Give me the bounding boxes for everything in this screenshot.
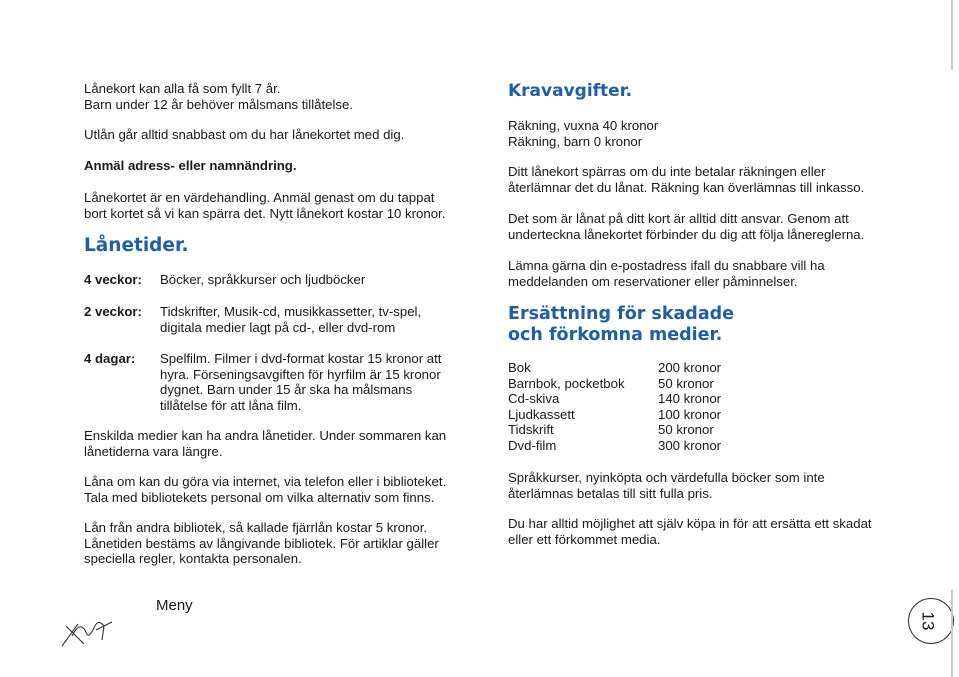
value-line: bort kortet så vi kan spärra det. Nytt lånekort kostar 10 kronor. xyxy=(84,205,446,221)
text-line: Du har alltid möjlighet att själv köpa in för att ersätta ett skadat xyxy=(508,516,872,531)
signature-icon xyxy=(58,606,118,652)
loan-row-line: Böcker, språkkurser och ljudböcker xyxy=(160,272,366,287)
loan-row-text xyxy=(160,272,460,288)
text-line: lånetiderna vara längre. xyxy=(84,443,223,459)
text-line: Enskilda medier kan ha andra lånetider. Under sommaren kan xyxy=(84,428,447,443)
value-line: Lånekortet är en värdehandling. Anmäl genast om du tappat xyxy=(84,190,435,205)
menu-link[interactable]: Meny xyxy=(156,597,193,614)
full-price-text xyxy=(508,470,928,501)
loan-row-line: tillåtelse för att låna film. xyxy=(160,397,302,413)
loan-row-line: Spelfilm. Filmer i dvd-format kostar 15 kronor att xyxy=(160,351,442,366)
text-line: Lån från andra bibliotek, så kallade fjärrlån kostar 5 kronor. xyxy=(84,520,428,535)
loan-row xyxy=(84,272,460,288)
loan-times-heading: Lånetider. xyxy=(84,235,189,256)
loan-row-label: 4 dagar: xyxy=(84,351,136,366)
cost-item: Tidskrift xyxy=(508,422,554,438)
cost-item: Bok xyxy=(508,360,531,375)
text-line: återlämnas betalas till sitt fulla pris. xyxy=(508,485,713,501)
text-line: Lämna gärna din e-postadress ifall du snabbare vill ha xyxy=(508,258,825,273)
text-line: meddelanden om reservationer eller påminnelser. xyxy=(508,273,798,289)
fee-line: Räkning, barn 0 kronor xyxy=(508,133,643,149)
loan-row-text xyxy=(160,304,460,335)
loan-row-line: Tidskrifter, Musik-cd, musikkassetter, tv-spel, xyxy=(160,304,422,319)
cost-table xyxy=(508,360,721,454)
cost-item: Barnbok, pocketbok xyxy=(508,375,625,391)
text-line: återlämnar det du lånat. Räkning kan överlämnas till inkasso. xyxy=(508,179,865,195)
fees-heading: Kravavgifter. xyxy=(508,81,633,101)
loan-row-label: 2 veckor: xyxy=(84,304,142,319)
page-number-badge xyxy=(908,598,954,644)
cost-price: 100 kronor xyxy=(658,406,722,422)
intro-line: Barn under 12 år behöver målsmans tillåtelse. xyxy=(84,96,354,112)
text-line: Språkkurser, nyinköpta och värdefulla böcker som inte xyxy=(508,470,825,485)
email-text xyxy=(508,258,928,289)
interlibrary-text xyxy=(84,520,504,567)
loan-row xyxy=(84,351,460,413)
cost-price: 50 kronor xyxy=(658,422,714,438)
value-text xyxy=(84,190,504,221)
buy-new-text xyxy=(508,516,938,547)
loan-row-text xyxy=(160,351,460,413)
page-number: 13 xyxy=(918,611,938,631)
loan-row-line: dygnet. Barn under 15 år ska ha målsmans xyxy=(160,382,413,398)
cost-price: 140 kronor xyxy=(658,391,722,407)
scan-edge-mark xyxy=(951,590,953,677)
intro-line: Lånekort kan alla få som fyllt 7 år. xyxy=(84,81,281,96)
heading-line: och förkomna medier. xyxy=(508,325,723,345)
cost-item: Dvd-film xyxy=(508,437,557,453)
compensation-heading xyxy=(508,304,734,346)
cost-item: Cd-skiva xyxy=(508,391,560,407)
intro-text xyxy=(84,81,484,112)
loan-row-line: hyra. Förseningsavgiften för hyrfilm är 15 kronor xyxy=(160,366,441,382)
text-line: eller ett förkommet media. xyxy=(508,531,661,547)
loan-row-line: digitala medier lagt på cd-, eller dvd-rom xyxy=(160,319,396,335)
cost-price: 200 kronor xyxy=(658,360,722,375)
text-line: Låna om kan du göra via internet, via telefon eller i biblioteket. xyxy=(84,474,447,489)
renew-text xyxy=(84,474,504,505)
shorter-times-text xyxy=(84,428,504,459)
text-line: Tala med bibliotekets personal om vilka alternativ som finns. xyxy=(84,489,435,505)
loan-row xyxy=(84,304,460,335)
cost-price: 50 kronor xyxy=(658,375,714,391)
notify-heading: Anmäl adress- eller namnändring. xyxy=(84,158,297,173)
scan-edge-mark xyxy=(951,0,953,70)
heading-line: Ersättning för skadade xyxy=(508,304,735,324)
cost-price: 300 kronor xyxy=(658,437,722,453)
text-line: Lånetiden bestäms av långivande bibliotek. För artiklar gäller xyxy=(84,535,439,551)
text-line: Ditt lånekort spärras om du inte betalar räkningen eller xyxy=(508,164,826,179)
blocked-text xyxy=(508,164,928,195)
responsibility-text xyxy=(508,211,928,242)
fees-text xyxy=(508,118,908,149)
cost-items-column xyxy=(508,360,658,454)
fee-line: Räkning, vuxna 40 kronor xyxy=(508,118,659,133)
cost-prices-column xyxy=(658,360,721,454)
text-line: Det som är lånat på ditt kort är alltid ditt ansvar. Genom att xyxy=(508,211,849,226)
text-line: speciella regler, kontakta personalen. xyxy=(84,551,302,567)
cost-item: Ljudkassett xyxy=(508,406,575,422)
always-card-text: Utlån går alltid snabbast om du har lånekortet med dig. xyxy=(84,127,405,142)
loan-row-label: 4 veckor: xyxy=(84,272,142,287)
text-line: underteckna lånekortet förbinder du dig att följa lånereglerna. xyxy=(508,226,865,242)
